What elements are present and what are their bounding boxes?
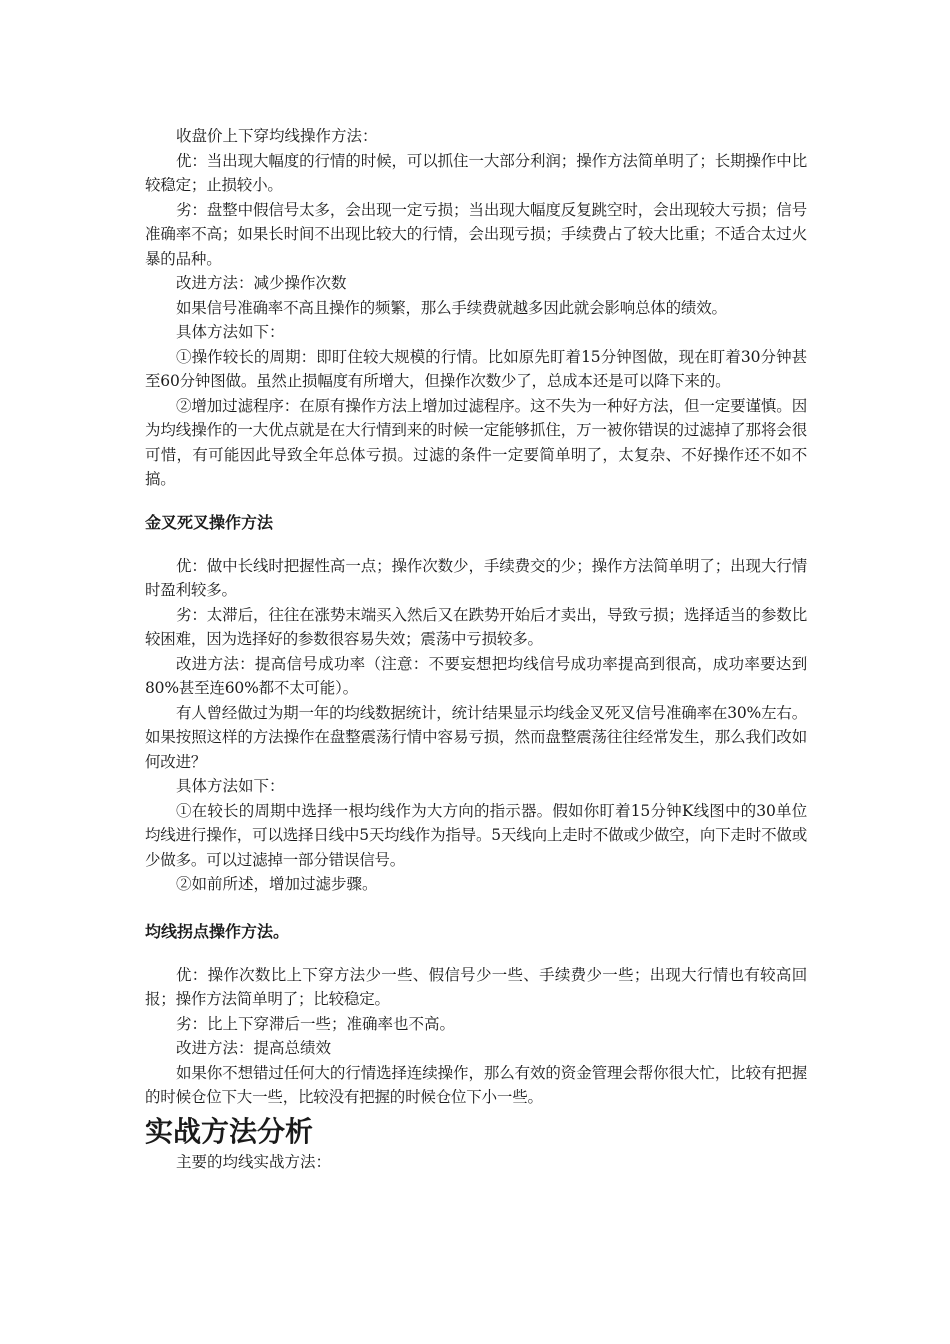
chapter-heading: 实战方法分析 [145, 1114, 314, 1148]
paragraph: 劣：比上下穿滞后一些；准确率也不高。 [176, 1014, 456, 1033]
paragraph: ①在较长的周期中选择一根均线作为大方向的指示器。假如你盯着15分钟K线图中的30单位均线进行操作，可以选择日线中5天均线作为指导。5天线向上走时不做或少做空，向下走时不做或少做多。可以过滤掉一部分错误信号。 [145, 801, 807, 869]
paragraph: 优：当出现大幅度的行情的时候，可以抓住一大部分利润；操作方法简单明了；长期操作中比较稳定；止损较小。 [145, 151, 807, 194]
section-heading: 金叉死叉操作方法 [145, 512, 274, 532]
paragraph: 劣：盘整中假信号太多，会出现一定亏损；当出现大幅度反复跳空时，会出现较大亏损；信号准确率不高；如果长时间不出现比较大的行情，会出现亏损；手续费占了较大比重；不适合太过火暴的品种。 [145, 200, 807, 268]
paragraph: 主要的均线实战方法： [176, 1152, 332, 1171]
paragraph: 优：操作次数比上下穿方法少一些、假信号少一些、手续费少一些；出现大行情也有较高回报；操作方法简单明了；比较稳定。 [145, 965, 807, 1008]
paragraph: 劣：太滞后，往往在涨势末端买入然后又在跌势开始后才卖出，导致亏损；选择适当的参数比较困难，因为选择好的参数很容易失效；震荡中亏损较多。 [145, 605, 807, 648]
paragraph: ②增加过滤程序：在原有操作方法上增加过滤程序。这不失为一种好方法，但一定要谨慎。因为均线操作的一大优点就是在大行情到来的时候一定能够抓住，万一被你错误的过滤掉了那将会很可惜，有可能因此导致全年总体亏损。过滤的条件一定要简单明了，太复杂、不好操作还不如不搞。 [145, 396, 807, 488]
paragraph: 优：做中长线时把握性高一点；操作次数少，手续费交的少；操作方法简单明了；出现大行情时盈利较多。 [145, 556, 807, 599]
document-page [145, 124, 807, 1174]
paragraph: 具体方法如下： [176, 323, 285, 341]
section-heading: 均线拐点操作方法。 [145, 921, 290, 941]
paragraph: 改进方法：提高信号成功率（注意：不要妄想把均线信号成功率提高到很高，成功率要达到80%甚至连60%都不太可能）。 [145, 654, 807, 697]
paragraph: ②如前所述，增加过滤步骤。 [176, 875, 378, 893]
paragraph: 如果你不想错过任何大的行情选择连续操作，那么有效的资金管理会帮你很大忙，比较有把握的时候仓位下大一些，比较没有把握的时候仓位下小一些。 [145, 1063, 807, 1106]
paragraph: 有人曾经做过为期一年的均线数据统计，统计结果显示均线金叉死叉信号准确率在30%左右。如果按照这样的方法操作在盘整震荡行情中容易亏损，然而盘整震荡往往经常发生，那么我们改如何改进？ [145, 703, 807, 771]
paragraph: 如果信号准确率不高且操作的频繁，那么手续费就越多因此就会影响总体的绩效。 [176, 298, 727, 317]
paragraph: 改进方法：减少操作次数 [176, 274, 347, 292]
paragraph: ①操作较长的周期：即盯住较大规模的行情。比如原先盯着15分钟图做，现在盯着30分钟甚至60分钟图做。虽然止损幅度有所增大，但操作次数少了，总成本还是可以降下来的。 [145, 347, 807, 390]
paragraph: 改进方法：提高总绩效 [176, 1039, 332, 1057]
paragraph: 具体方法如下： [176, 777, 285, 795]
paragraph: 收盘价上下穿均线操作方法： [176, 127, 378, 145]
